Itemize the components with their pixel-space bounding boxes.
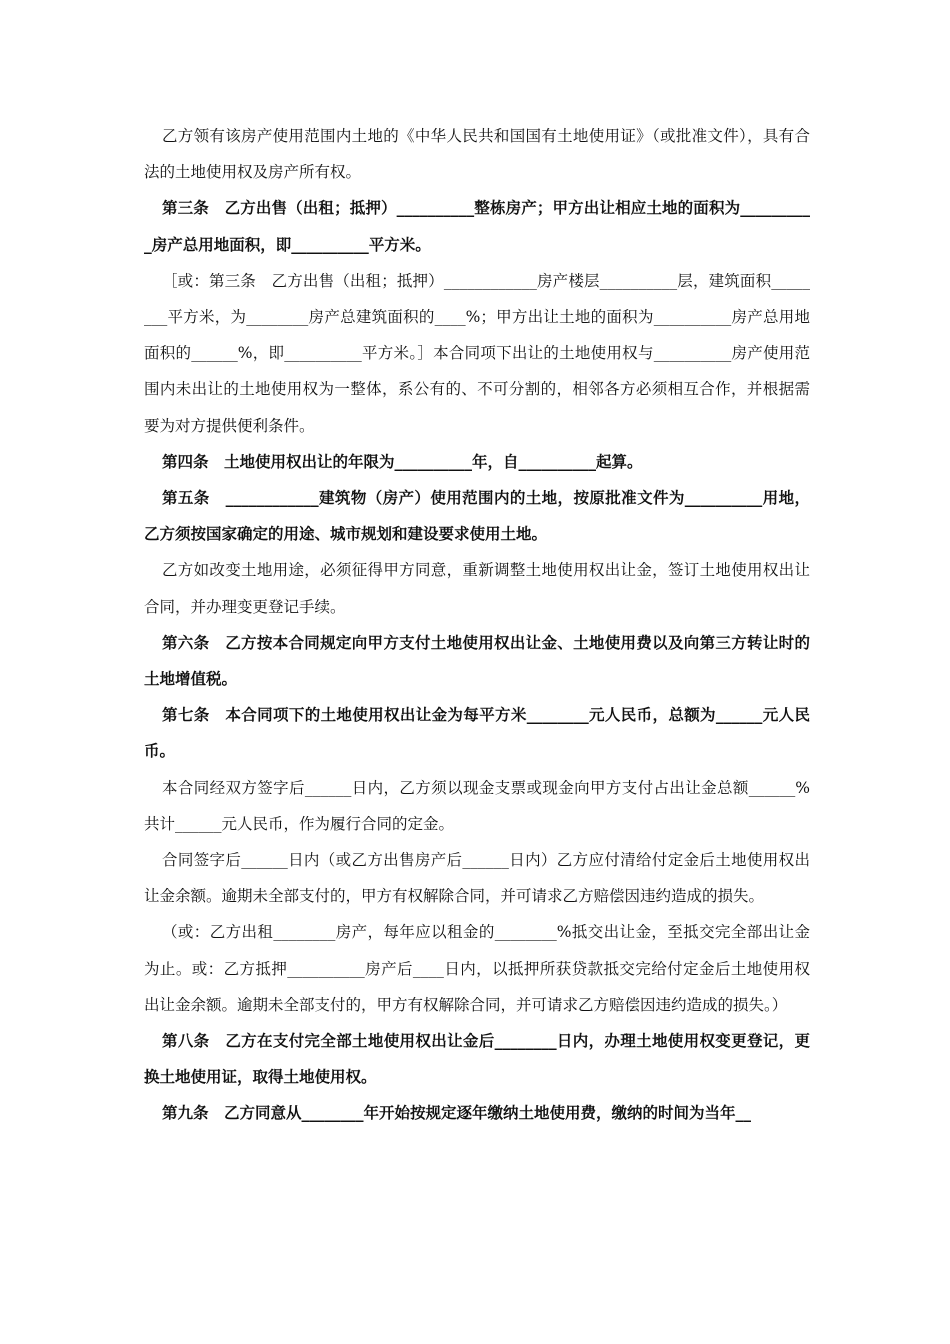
article-7: 第七条 本合同项下的土地使用权出让金为每平方米________元人民币，总额为______元人民币。: [144, 705, 810, 761]
article-6: 第六条 乙方按本合同规定向甲方支付土地使用权出让金、土地使用费以及向第三方转让时的土地增值税。: [144, 632, 810, 689]
paragraph-land-certificate: 乙方领有该房产使用范围内土地的《中华人民共和国国有土地使用证》（或批准文件），具有合法的土地使用权及房产所有权。: [144, 127, 810, 182]
article-5: 第五条 ____________建筑物（房产）使用范围内的土地，按原批准文件为__________用地，乙方须按国家确定的用途、城市规划和建设要求使用土地。: [144, 488, 810, 544]
document-body: [144, 118, 810, 1132]
article-9: 第九条 乙方同意从________年开始按规定逐年缴纳土地使用费，缴纳的时间为当年__: [162, 1103, 752, 1123]
paragraph-rent-mortgage-alternative: （或：乙方出租________房产，每年应以租金的________%抵交出让金，至抵交完全部出让金为止。或：乙方抵押__________房产后____日内，以抵押所获贷款抵交完给付定金后土地使用权出让金余额。逾期未全部支付的，甲方有权解除合同，并可请求乙方赔偿因违约造成的损失。）: [144, 923, 810, 1014]
paragraph-balance-payment: 合同签字后______日内（或乙方出售房产后______日内）乙方应付清给付定金后土地使用权出让金余额。逾期未全部支付的，甲方有权解除合同，并可请求乙方赔偿因违约造成的损失。: [144, 851, 810, 906]
paragraph-change-land-use: 乙方如改变土地用途，必须征得甲方同意，重新调整土地使用权出让金，签订土地使用权出让合同，并办理变更登记手续。: [144, 561, 810, 616]
article-8: 第八条 乙方在支付完全部土地使用权出让金后________日内，办理土地使用权变更登记，更换土地使用证，取得土地使用权。: [144, 1031, 810, 1087]
article-3: 第三条 乙方出售（出租；抵押）__________整栋房产；甲方出让相应土地的面积为__________房产总用地面积，即__________平方米。: [144, 198, 810, 254]
article-3-alternative: ［或：第三条 乙方出售（出租；抵押）____________房产楼层__________层，建筑面积________平方米，为________房产总建筑面积的____%；甲方出让土地的面积为__________房产总用地面积的______%，即__________平方米。］本合同项下出让的土地使用权与__________房产使用范围内未出让的土地使用权为一整体，系公有的、不可分割的，相邻各方必须相互合作，并根据需要为对方提供便利条件。: [144, 271, 810, 435]
article-4: 第四条 土地使用权出让的年限为__________年，自__________起算。: [162, 451, 643, 471]
paragraph-deposit: 本合同经双方签字后______日内，乙方须以现金支票或现金向甲方支付占出让金总额______%共计______元人民币，作为履行合同的定金。: [144, 778, 810, 833]
